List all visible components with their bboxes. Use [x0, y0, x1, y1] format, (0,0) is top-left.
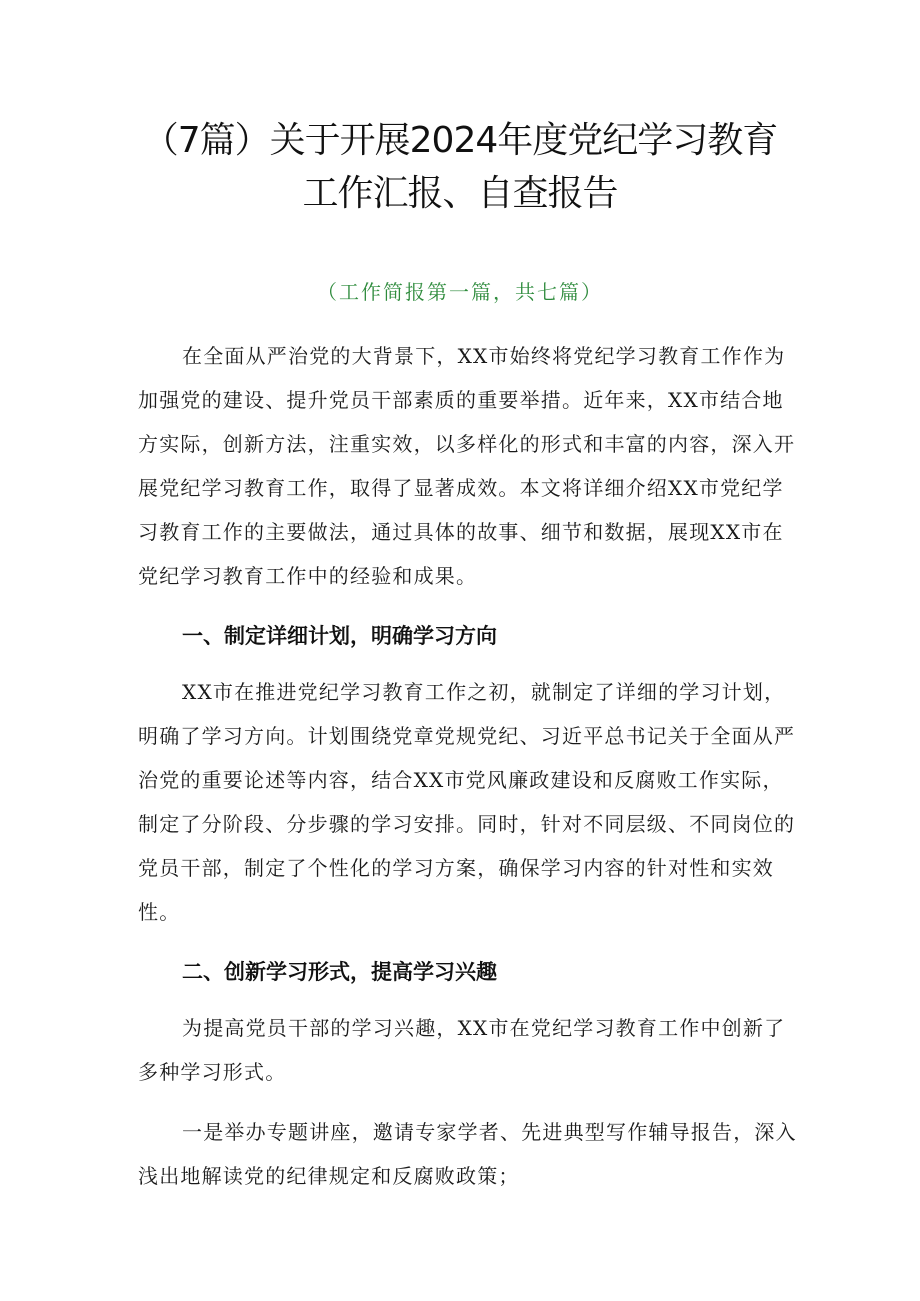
document-title-line2: 工作汇报、自查报告 — [302, 173, 618, 214]
section-2-paragraph-2: 一是举办专题讲座，邀请专家学者、先进典型写作辅导报告，深入浅出地解读党的纪律规定和反腐败政策； — [138, 1120, 797, 1188]
section-2-paragraph: 为提高党员干部的学习兴趣，XX市在党纪学习教育工作中创新了多种学习形式。 — [138, 1016, 786, 1084]
section-heading-2: 二、创新学习形式，提高学习兴趣 — [182, 960, 497, 984]
section-1-paragraph: XX市在推进党纪学习教育工作之初，就制定了详细的学习计划，明确了学习方向。计划围绕党章党规党纪、习近平总书记关于全面从严治党的重要论述等内容，结合XX市党风廉政建设和反腐败工作实际，制定了分阶段、分步骤的学习安排。同时，针对不同层级、不同岗位的党员干部，制定了个性化的学习方案，确保学习内容的针对性和实效性。 — [138, 680, 796, 924]
document-title-line1: （7篇）关于开展2024年度党纪学习教育 — [142, 120, 778, 161]
section-heading-1: 一、制定详细计划，明确学习方向 — [182, 624, 497, 648]
document-subtitle: （工作简报第一篇，共七篇） — [317, 280, 603, 304]
intro-paragraph: 在全面从严治党的大背景下，XX市始终将党纪学习教育工作作为加强党的建设、提升党员干部素质的重要举措。近年来，XX市结合地方实际，创新方法，注重实效，以多样化的形式和丰富的内容，深入开展党纪学习教育工作，取得了显著成效。本文将详细介绍XX市党纪学习教育工作的主要做法，通过具体的故事、细节和数据，展现XX市在党纪学习教育工作中的经验和成果。 — [138, 344, 796, 588]
